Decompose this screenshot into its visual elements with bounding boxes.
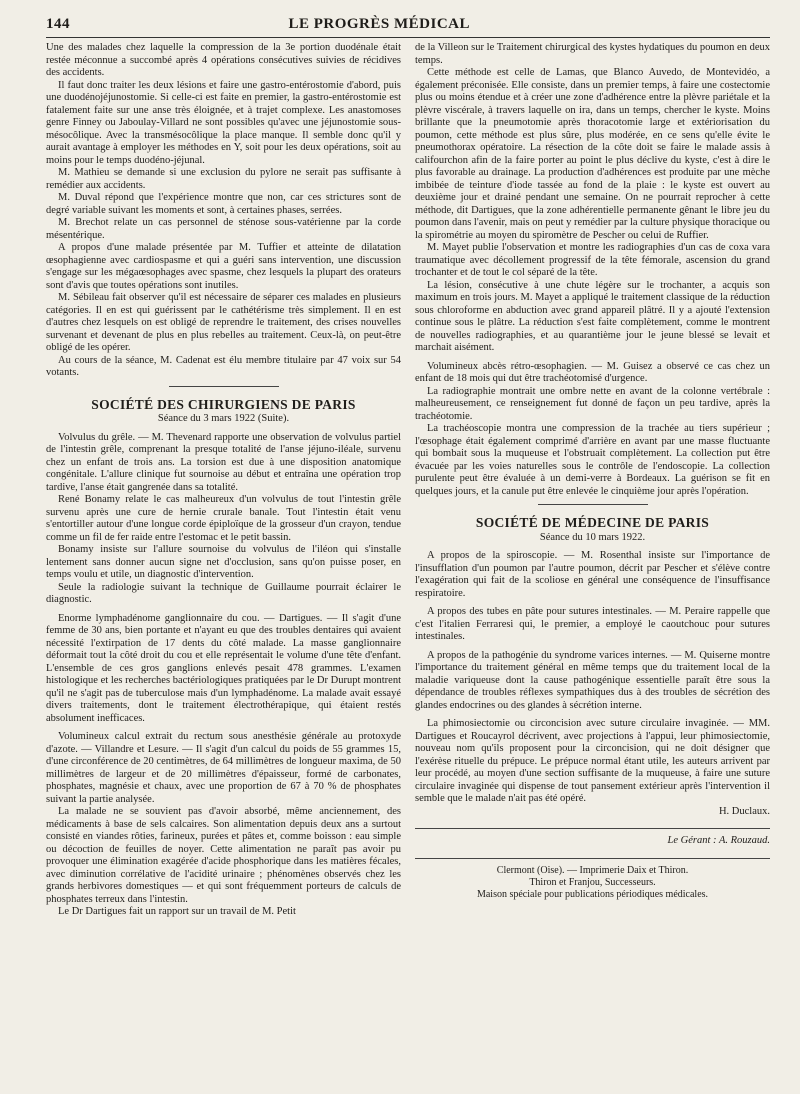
session-date: Séance du 10 mars 1922. xyxy=(539,531,646,543)
paragraph: A propos de la spiroscopie. — M. Rosenthal insiste sur l'importance de l'insufflation d'un poumon par l'autre poumon, décrit par Pescher et s'élève contre l'exagération qui fait de la scoliose en général une conséquence de l'insuffisance respiratoire. xyxy=(415,550,770,599)
paragraph: A propos des tubes en pâte pour sutures intestinales. — M. Peraire rappelle que c'est l'italien Ferraresi qui, le premier, a employé le caoutchouc pour sutures intestinales. xyxy=(415,606,770,642)
footer-rule xyxy=(415,828,770,829)
text-columns xyxy=(46,42,770,919)
paragraph: M. Mathieu se demande si une exclusion du pylore ne serait pas suffisante à remédier aux accidents. xyxy=(46,167,401,191)
paragraph: M. Sébileau fait observer qu'il est nécessaire de séparer ces malades en plusieurs catégories. Il en est qui guérissent par le cathétérisme très simplement. Il en est d'autres chez lesquels on est obligé de reprendre le traitement, des crises nouvelles survenant et devenant de plus en plus rebelles au traitement. Ceux-là, on peut-être obligé de les opérer. xyxy=(46,292,401,353)
paragraph: Il faut donc traiter les deux lésions et faire une gastro-entérostomie d'abord, puis une duodénojéjunostomie. Si celle-ci est faite en premier, la gastro-entérostomie est fatalement faite sur une anse très éloignée, et à trajet complexe. Les anastomoses genre Finney ou Jaboulay-Villard ne sont possibles qu'avec une jéjunostomie sous-mésocôlique. Avec la transmésocôlique la place manque. Il semble donc qu'il y aurait avantage à employer les méthodes en Y, soit pour les deux opérations, soit au moins pour le temps duodéno-jéjunal. xyxy=(46,79,401,166)
paragraph: Au cours de la séance, M. Cadenat est élu membre titulaire par 47 voix sur 54 votants. xyxy=(46,354,401,378)
paragraph: René Bonamy relate le cas malheureux d'un volvulus de tout l'intestin grêle survenu après une cure de hernie crurale banale. Tout l'intestin était venu s'entortiller autour d'une longue corde épiploïque de la grosseur d'un crayon, tendue comme un fil de fer raide entre l'estomac et le petit bassin. xyxy=(46,494,401,543)
paragraph: Volvulus du grêle. — M. Thevenard rapporte une observation de volvulus partiel de l'intestin grêle, comprenant la presque totalité de l'anse jéjuno-iléale, survenu chez un enfant de trois ans. La torsion est due à une disposition anatomique congénitale. L'allure clinique fut sournoise au début et entraîna une opération trop tardive, l'anse était gangrenée dans sa totalité. xyxy=(46,431,401,493)
paragraph: Bonamy insiste sur l'allure sournoise du volvulus de l'iléon qui s'installe lentement sans donner aucun signe net d'occlusion, sans qu'on puisse poser, en temps voulu et utile, un diagnostic d'intervention. xyxy=(46,544,401,580)
printer-line: Maison spéciale pour publications périodiques médicales. xyxy=(476,888,709,900)
paragraph: Enorme lymphadénome ganglionnaire du cou. — Dartigues. — Il s'agit d'une femme de 30 ans, bien portante et n'ayant eu que des troubles dentaires qui avaient nécessité l'extirpation de 17 dents du côté malade. La masse ganglionnaire déformait tout la côté droit du cou et elle représentait le volume d'une tête d'enfant. L'ensemble de ces gros ganglions enlevés pesait 478 grammes. L'examen histologique et les recherches bactériologiques pratiquées par le Dr Durupt montrent qu'il ne s'agit pas de tuberculose mais d'un lymphadénome. La malade avait essayé divers traitements, dont le traitement électrothérapique, qui étaient restés absolument inefficaces. xyxy=(46,612,401,724)
paragraph: Le Dr Dartigues fait un rapport sur un travail de M. Petit xyxy=(58,906,296,917)
right-column xyxy=(415,42,770,919)
author-signature: H. Duclaux. xyxy=(718,805,770,817)
paragraph: La radiographie montrait une ombre nette en avant de la colonne vertébrale : malheureusement, ce renseignement fut donné de façon un peu tardive, après la trachéotomie. xyxy=(415,385,770,422)
paragraph: La phimosiectomie ou circoncision avec suture circulaire invaginée. — MM. Dartigues et Roucayrol décrivent, avec projections à l'appui, leur phimosiectomie, nouveau nom qu'ils proposent pour la circoncision, qui ne doit désigner que l'exérèse rituelle du prépuce. Le prépuce normal étant utile, les auteurs arrivent par leur procédé, au moyen d'une section suffisante de la muqueuse, à faire une suture circulaire invaginée qui dispense de tout pansement extérieur après l'intervention il semble que le malade n'ait pas été opéré. xyxy=(415,718,770,804)
paragraph: La lésion, consécutive à une chute légère sur le trochanter, a acquis son maximum en trois jours. M. Mayet a appliqué le traitement classique de la réduction sous chloroforme en abduction avec grand appareil plâtré. Il y a ajouté l'extension continue sous le plâtre. La réduction s'est faite complètement, comme le montrent de nouvelles radiographies, et au quarantième jour le jeune blessé se levait et marchait aisément. xyxy=(415,279,770,353)
page-number: 144 xyxy=(46,16,70,32)
society-heading: SOCIÉTÉ DE MÉDECINE DE PARIS xyxy=(475,515,710,530)
paragraph: Une des malades chez laquelle la compression de la 3e portion duodénale était restée méconnue a succombé après 4 opérations consécutives suivies de récidives des accidents. xyxy=(46,42,401,78)
paragraph: M. Mayet publie l'observation et montre les radiographies d'un cas de coxa vara traumatique avec décollement progressif de la tête fémorale, ascension du grand trochanter et de tout le col séparé de la tête. xyxy=(415,242,770,278)
footer-rule xyxy=(415,858,770,859)
paragraph: Cette méthode est celle de Lamas, que Blanco Auvedo, de Montevidéo, a également préconisée. Elle consiste, dans un premier temps, à faire une costectomie plus ou moins étendue et à créer une zone d'adhérence entre la plèvre pariétale et la plèvre viscérale, à travers laquelle on ira, dans un temps, chercher le kyste. Moins brillante que la pneumotomie après thoracotomie large et extériorisation du poumon, cette méthode est plus sûre, plus modérée, en ce sens qu'elle évite le pneumothorax opératoire. La résection de la côte doit se faire le malade assis à califourchon afin de la faire porter au point le plus déclive du kyste, c'est à dire le plus favorable au drainage. La production d'adhérences est produite par une mèche imbibée de teinture d'iode tassée au fond de la plaie : le kyste est ouvert au deuxième jour et drainé pendant une semaine. On ne pourrait reprocher à cette méthode, dit Dartigues, que la zone adhérentielle permanente gênant le libre jeu du poumon dans l'avenir, mais on peut y remédier par la culture physique thoracique ou la spirométrie au moyen du spiromètre de Pescher ou celui de Ruffier. xyxy=(415,67,770,241)
paragraph: Volumineux calcul extrait du rectum sous anesthésie générale au protoxyde d'azote. — Villandre et Lesure. — Il s'agit d'un calcul du poids de 55 grammes 15, d'une circonférence de 20 centimètres, de 64 millimètres de longueur maxima, de 50 millimètres de largeur et de 20 millimètres d'épaisseur, formé de carbonates, phosphates, magnésie et chaux, avec une proportion de 67 à 70 % de phosphates suivant la partie analysée. xyxy=(46,731,401,805)
section-divider xyxy=(169,386,279,387)
paragraph: Volumineux abcès rétro-œsophagien. — M. Guisez a observé ce cas chez un enfant de 18 mois qui dut être trachéotomisé d'urgence. xyxy=(415,360,770,384)
gerant-line: Le Gérant : A. Rouzaud. xyxy=(667,835,770,846)
paragraph: M. Brechot relate un cas personnel de sténose sous-vatérienne par la corde mésentérique. xyxy=(46,217,401,241)
paragraph: M. Duval répond que l'expérience montre que non, car ces strictures sont de degré variable suivant les moments et sont, à certaines phases, serrées. xyxy=(46,192,401,216)
printer-line: Clermont (Oise). — Imprimerie Daix et Thiron. xyxy=(496,864,689,876)
section-divider xyxy=(538,504,648,505)
printer-line: Thiron et Franjou, Successeurs. xyxy=(529,876,656,888)
session-date: Séance du 3 mars 1922 (Suite). xyxy=(157,413,290,424)
paragraph: La malade ne se souvient pas d'avoir absorbé, même anciennement, des médicaments à base de sels calcaires. Son alimentation depuis deux ans a surtout consisté en viandes rôties, farineux, purées et pâtes et, comme boisson : eau simple ou décoction de feuilles de noyer. Cette alimentation ne paraît pas avoir pu provoquer une élimination exagérée d'acide phosphorique dans les matières fécales, avec diminution corrélative de l'acidité urinaire ; phénomènes observés chez les grands herbivores domestiques — et qui sont fréquemment porteurs de calculs de phosphates terreux dans l'intestin. xyxy=(46,806,401,905)
paragraph: Seule la radiologie suivant la technique de Guillaume pourrait éclairer le diagnostic. xyxy=(46,581,401,605)
paragraph: A propos de la pathogénie du syndrome varices internes. — M. Quiserne montre l'importance du traitement général en même temps que du traitement local de la maladie variqueuse dont la cause pathogénique essentielle paraît être sous la dépendance de troubles réflexes sympathiques dus à des troubles de sécrétion des glandes endocrines ou des glandes à sécrétion interne. xyxy=(415,649,770,711)
paragraph: de la Villeon sur le Traitement chirurgical des kystes hydatiques du poumon en deux temps. xyxy=(415,42,770,66)
left-column xyxy=(46,42,401,919)
header-rule xyxy=(46,37,770,38)
paragraph: A propos d'une malade présentée par M. Tuffier et atteinte de dilatation œsophagienne avec cardiospasme et qui a guéri sans intervention, une discussion s'engage sur les mégaœsophages avec spasme, chez lesquels la plupart des orateurs sont d'avis que toutes opérations sont inutiles. xyxy=(46,242,401,291)
paragraph: La trachéoscopie montra une compression de la trachée au tiers supérieur ; l'œsophage était également comprimé d'arrière en avant par une masse fluctuante qui bombait sous la muqueuse et l'obstruait complètement. La collection put être évacuée par les voies naturelles sous le contrôle de l'endoscopie. La collection purulente peut être évaluée à un demi-verre à Bordeaux. La guérison se fit en quelques jours, et la canule put être enlevée le cinquième jour après l'opération. xyxy=(415,423,770,497)
journal-title: LE PROGRÈS MÉDICAL xyxy=(288,16,470,32)
society-heading: SOCIÉTÉ DES CHIRURGIENS DE PARIS xyxy=(91,396,356,412)
page-header xyxy=(46,16,770,33)
